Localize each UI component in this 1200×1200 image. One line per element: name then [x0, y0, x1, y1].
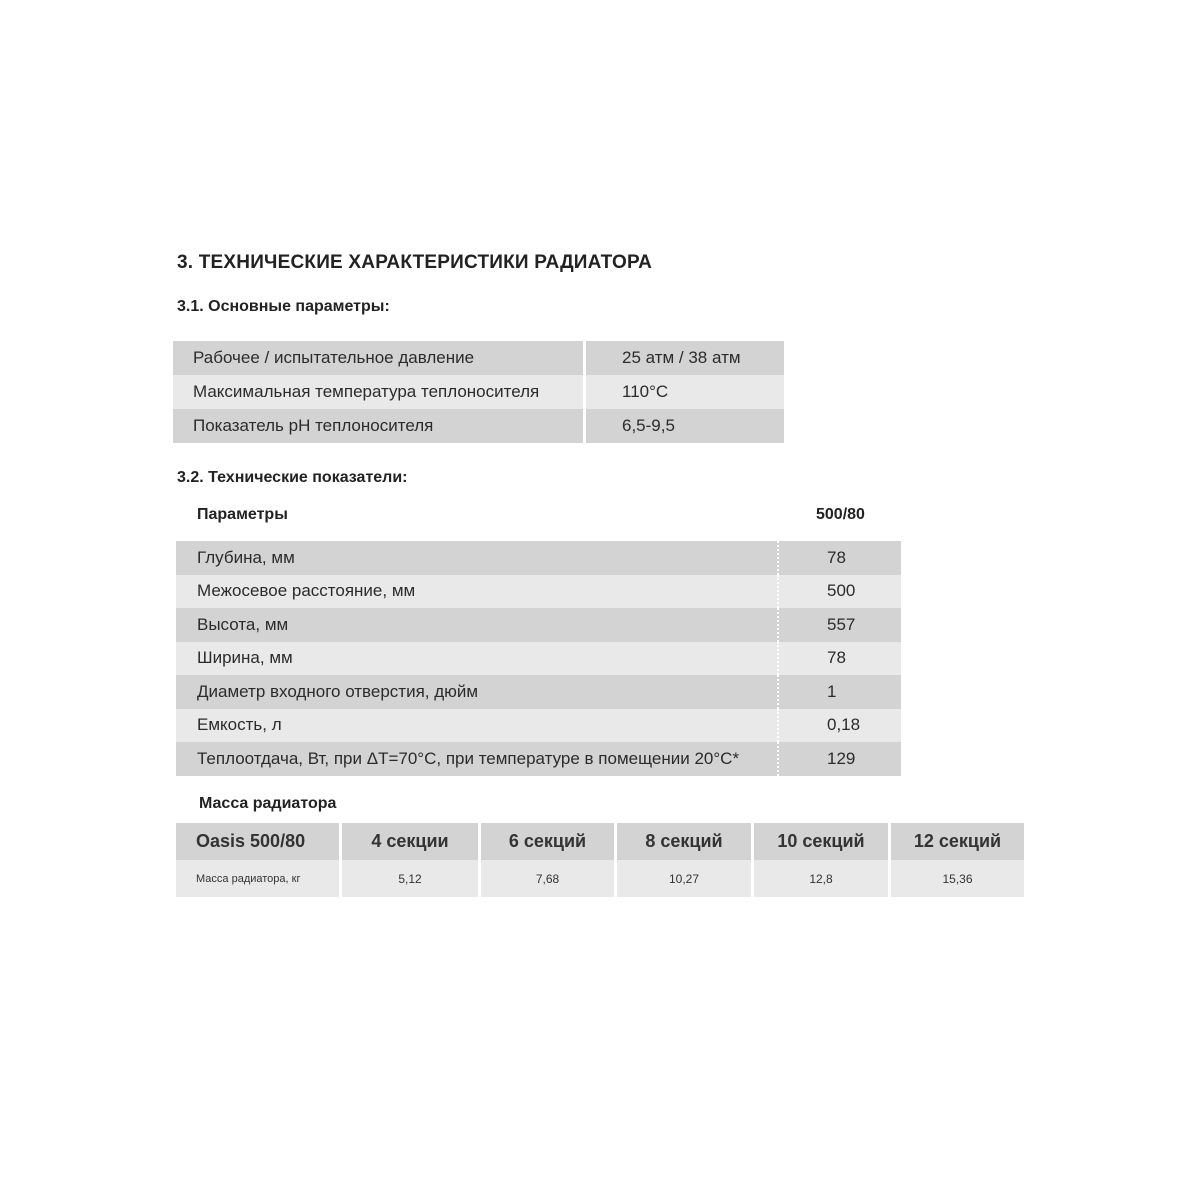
mass-title: Масса радиатора [199, 795, 337, 812]
param-value: 500 [827, 581, 856, 601]
mass-header-cell: 6 секций [481, 823, 617, 860]
mass-header-row [176, 823, 1024, 860]
param-value: 110°С [622, 382, 669, 401]
table-row [173, 341, 784, 375]
table-row [173, 375, 784, 409]
param-label: Рабочее / испытательное давление [173, 341, 586, 375]
mass-value: 10,27 [617, 860, 754, 897]
table-row [176, 541, 901, 575]
mass-header-cell: 8 секций [617, 823, 754, 860]
technical-params-title: 3.2. Технические показатели: [177, 469, 408, 486]
param-value: 0,18 [827, 715, 861, 735]
param-label: Ширина, мм [176, 642, 779, 676]
param-label: Емкость, л [176, 709, 779, 743]
mass-value: 5,12 [342, 860, 481, 897]
mass-header-cell: 10 секций [754, 823, 891, 860]
param-label: Максимальная температура теплоносителя [173, 375, 586, 409]
param-value: 78 [827, 648, 846, 668]
param-value: 78 [827, 547, 846, 567]
mass-value: 7,68 [481, 860, 617, 897]
technical-table-header [197, 506, 897, 524]
param-label: Межосевое расстояние, мм [176, 575, 779, 609]
table-row [176, 742, 901, 776]
mass-header-cell: 4 секции [342, 823, 481, 860]
basic-params-table [173, 341, 784, 443]
table-row [176, 575, 901, 609]
mass-value: 15,36 [942, 871, 973, 886]
mass-table [176, 823, 1024, 897]
table-row [176, 608, 901, 642]
param-label: Теплоотдача, Вт, при ΔТ=70°С, при температуре в помещении 20°С* [176, 742, 779, 776]
param-label: Глубина, мм [176, 541, 779, 575]
header-param: Параметры [197, 506, 288, 523]
mass-header-cell: Oasis 500/80 [176, 823, 342, 860]
param-value: 557 [827, 614, 856, 634]
section-title: 3. ТЕХНИЧЕСКИЕ ХАРАКТЕРИСТИКИ РАДИАТОРА [177, 252, 653, 273]
mass-header-cell: 12 секций [913, 831, 1002, 851]
param-label: Диаметр входного отверстия, дюйм [176, 675, 779, 709]
param-label: Высота, мм [176, 608, 779, 642]
table-row [176, 642, 901, 676]
param-value: 1 [827, 681, 837, 701]
header-model: 500/80 [816, 506, 865, 523]
mass-value: 12,8 [754, 860, 891, 897]
mass-data-row [176, 860, 1024, 897]
param-label: Показатель pH теплоносителя [173, 409, 586, 443]
table-row [176, 675, 901, 709]
table-row [176, 709, 901, 743]
param-value: 6,5-9,5 [622, 416, 675, 435]
param-value: 25 атм / 38 атм [622, 348, 741, 367]
table-row [173, 409, 784, 443]
technical-params-table [176, 541, 901, 776]
param-value: 129 [827, 748, 856, 768]
mass-row-label: Масса радиатора, кг [176, 860, 342, 897]
basic-params-title: 3.1. Основные параметры: [177, 298, 390, 315]
